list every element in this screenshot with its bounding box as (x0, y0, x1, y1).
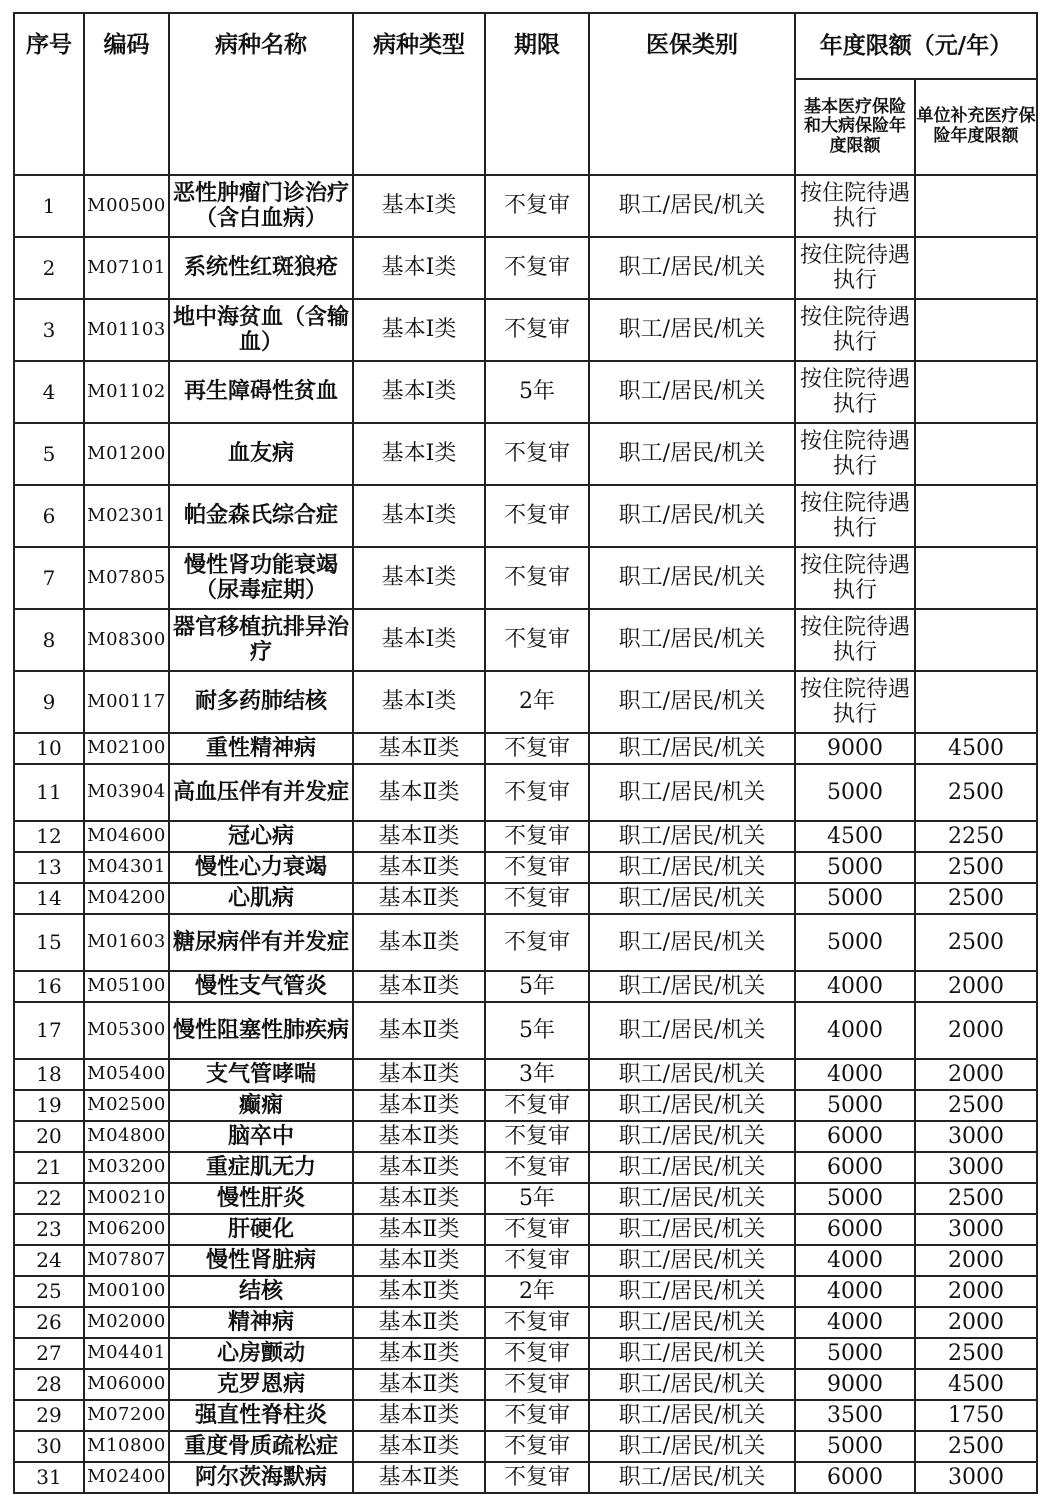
row-limit-unit (915, 547, 1037, 609)
table-row (14, 1152, 1037, 1183)
row-period: 不复审 (485, 1152, 589, 1183)
row-limit-unit: 1750 (915, 1400, 1037, 1431)
table-row (14, 1214, 1037, 1245)
row-limit-basic: 5000 (795, 852, 915, 883)
row-limit-basic: 5000 (795, 1338, 915, 1369)
row-code: M07200 (84, 1400, 169, 1431)
row-seq: 29 (14, 1400, 84, 1431)
row-category: 职工/居民/机关 (589, 485, 795, 547)
row-name: 强直性脊柱炎 (169, 1400, 353, 1431)
row-code: M01103 (84, 299, 169, 361)
row-name: 耐多药肺结核 (169, 671, 353, 733)
row-type: 基本Ⅱ类 (353, 1400, 485, 1431)
row-seq: 2 (14, 237, 84, 299)
row-category: 职工/居民/机关 (589, 1245, 795, 1276)
row-seq: 14 (14, 883, 84, 914)
header-period: 期限 (485, 13, 589, 175)
row-limit-unit (915, 485, 1037, 547)
table-row (14, 299, 1037, 361)
table-row (14, 361, 1037, 423)
row-code: M00100 (84, 1276, 169, 1307)
row-code: M04600 (84, 821, 169, 852)
row-category: 职工/居民/机关 (589, 914, 795, 971)
row-code: M08300 (84, 609, 169, 671)
row-limit-unit: 2000 (915, 1002, 1037, 1059)
row-name: 心肌病 (169, 883, 353, 914)
row-seq: 6 (14, 485, 84, 547)
table-row (14, 1183, 1037, 1214)
row-category: 职工/居民/机关 (589, 1462, 795, 1493)
row-limit-unit: 2250 (915, 821, 1037, 852)
row-code: M10800 (84, 1431, 169, 1462)
row-category: 职工/居民/机关 (589, 175, 795, 237)
row-name: 恶性肿瘤门诊治疗（含白血病） (169, 175, 353, 237)
row-code: M04401 (84, 1338, 169, 1369)
row-seq: 16 (14, 971, 84, 1002)
row-code: M06200 (84, 1214, 169, 1245)
row-name: 冠心病 (169, 821, 353, 852)
table-row (14, 1059, 1037, 1090)
table-row (14, 1245, 1037, 1276)
row-name: 癫痫 (169, 1090, 353, 1121)
row-limit-unit: 2000 (915, 1276, 1037, 1307)
row-limit-basic: 按住院待遇执行 (795, 175, 915, 237)
row-name: 心房颤动 (169, 1338, 353, 1369)
row-limit-basic: 4000 (795, 971, 915, 1002)
row-type: 基本Ⅱ类 (353, 1121, 485, 1152)
row-category: 职工/居民/机关 (589, 1121, 795, 1152)
header-limit-basic: 基本医疗保险和大病保险年度限额 (795, 79, 915, 175)
row-limit-unit: 2000 (915, 1245, 1037, 1276)
row-limit-basic: 按住院待遇执行 (795, 547, 915, 609)
row-limit-basic: 5000 (795, 883, 915, 914)
row-seq: 27 (14, 1338, 84, 1369)
header-name: 病种名称 (169, 13, 353, 175)
row-period: 不复审 (485, 1431, 589, 1462)
row-limit-unit: 2500 (915, 1431, 1037, 1462)
row-period: 不复审 (485, 547, 589, 609)
table-row (14, 1462, 1037, 1493)
row-limit-basic: 按住院待遇执行 (795, 485, 915, 547)
row-seq: 22 (14, 1183, 84, 1214)
row-period: 不复审 (485, 485, 589, 547)
row-period: 不复审 (485, 1462, 589, 1493)
row-period: 5年 (485, 1183, 589, 1214)
row-code: M07101 (84, 237, 169, 299)
row-limit-basic: 6000 (795, 1121, 915, 1152)
row-type: 基本Ⅱ类 (353, 883, 485, 914)
row-limit-basic: 9000 (795, 733, 915, 764)
row-seq: 25 (14, 1276, 84, 1307)
row-name: 帕金森氏综合症 (169, 485, 353, 547)
row-period: 不复审 (485, 764, 589, 821)
table-row (14, 1121, 1037, 1152)
row-limit-basic: 按住院待遇执行 (795, 237, 915, 299)
row-type: 基本Ⅰ类 (353, 361, 485, 423)
row-seq: 31 (14, 1462, 84, 1493)
row-name: 慢性心力衰竭 (169, 852, 353, 883)
row-category: 职工/居民/机关 (589, 671, 795, 733)
row-limit-unit (915, 671, 1037, 733)
row-code: M02301 (84, 485, 169, 547)
row-code: M03200 (84, 1152, 169, 1183)
row-limit-basic: 9000 (795, 1369, 915, 1400)
row-type: 基本Ⅱ类 (353, 1245, 485, 1276)
row-type: 基本Ⅱ类 (353, 1152, 485, 1183)
table-row (14, 1090, 1037, 1121)
row-type: 基本Ⅰ类 (353, 299, 485, 361)
table-row (14, 1369, 1037, 1400)
row-seq: 3 (14, 299, 84, 361)
row-limit-unit: 3000 (915, 1214, 1037, 1245)
row-name: 血友病 (169, 423, 353, 485)
row-category: 职工/居民/机关 (589, 1002, 795, 1059)
row-category: 职工/居民/机关 (589, 1400, 795, 1431)
table-row (14, 883, 1037, 914)
row-name: 慢性肾脏病 (169, 1245, 353, 1276)
row-limit-unit: 3000 (915, 1152, 1037, 1183)
row-seq: 5 (14, 423, 84, 485)
row-code: M02500 (84, 1090, 169, 1121)
table-row (14, 1431, 1037, 1462)
row-period: 2年 (485, 1276, 589, 1307)
row-limit-basic: 6000 (795, 1214, 915, 1245)
row-seq: 26 (14, 1307, 84, 1338)
row-limit-basic: 按住院待遇执行 (795, 423, 915, 485)
row-limit-unit (915, 175, 1037, 237)
row-seq: 4 (14, 361, 84, 423)
row-limit-basic: 5000 (795, 1183, 915, 1214)
row-limit-basic: 按住院待遇执行 (795, 671, 915, 733)
table-row (14, 547, 1037, 609)
row-category: 职工/居民/机关 (589, 1369, 795, 1400)
row-limit-unit: 3000 (915, 1462, 1037, 1493)
row-code: M02100 (84, 733, 169, 764)
row-period: 2年 (485, 671, 589, 733)
row-seq: 7 (14, 547, 84, 609)
row-limit-unit: 4500 (915, 1369, 1037, 1400)
row-name: 重性精神病 (169, 733, 353, 764)
row-period: 5年 (485, 971, 589, 1002)
row-period: 不复审 (485, 175, 589, 237)
row-category: 职工/居民/机关 (589, 733, 795, 764)
row-category: 职工/居民/机关 (589, 821, 795, 852)
disease-table (13, 12, 1038, 1494)
row-seq: 15 (14, 914, 84, 971)
header-limit-group: 年度限额（元/年） (795, 13, 1037, 79)
row-limit-unit: 2500 (915, 914, 1037, 971)
row-limit-basic: 按住院待遇执行 (795, 299, 915, 361)
table-row (14, 671, 1037, 733)
table-row (14, 1276, 1037, 1307)
row-name: 克罗恩病 (169, 1369, 353, 1400)
row-limit-unit (915, 299, 1037, 361)
row-code: M03904 (84, 764, 169, 821)
row-type: 基本Ⅱ类 (353, 1338, 485, 1369)
row-category: 职工/居民/机关 (589, 1183, 795, 1214)
row-limit-basic: 4000 (795, 1002, 915, 1059)
row-name: 精神病 (169, 1307, 353, 1338)
row-code: M01102 (84, 361, 169, 423)
row-limit-unit (915, 423, 1037, 485)
row-type: 基本Ⅱ类 (353, 733, 485, 764)
row-category: 职工/居民/机关 (589, 764, 795, 821)
row-limit-unit: 2500 (915, 764, 1037, 821)
row-period: 不复审 (485, 423, 589, 485)
row-category: 职工/居民/机关 (589, 423, 795, 485)
row-period: 不复审 (485, 914, 589, 971)
row-type: 基本Ⅱ类 (353, 852, 485, 883)
row-seq: 12 (14, 821, 84, 852)
row-type: 基本Ⅰ类 (353, 671, 485, 733)
row-name: 高血压伴有并发症 (169, 764, 353, 821)
table-row (14, 609, 1037, 671)
row-limit-basic: 按住院待遇执行 (795, 609, 915, 671)
row-period: 5年 (485, 361, 589, 423)
row-period: 不复审 (485, 1400, 589, 1431)
row-category: 职工/居民/机关 (589, 1307, 795, 1338)
row-name: 慢性支气管炎 (169, 971, 353, 1002)
row-limit-unit: 3000 (915, 1121, 1037, 1152)
row-period: 不复审 (485, 821, 589, 852)
row-seq: 8 (14, 609, 84, 671)
row-period: 不复审 (485, 1369, 589, 1400)
row-limit-unit: 2500 (915, 883, 1037, 914)
row-period: 不复审 (485, 1090, 589, 1121)
row-name: 糖尿病伴有并发症 (169, 914, 353, 971)
row-limit-basic: 3500 (795, 1400, 915, 1431)
row-name: 系统性红斑狼疮 (169, 237, 353, 299)
row-limit-unit: 2500 (915, 1183, 1037, 1214)
row-seq: 21 (14, 1152, 84, 1183)
header-code: 编码 (84, 13, 169, 175)
row-code: M01200 (84, 423, 169, 485)
row-limit-basic: 5000 (795, 914, 915, 971)
row-type: 基本Ⅱ类 (353, 1214, 485, 1245)
row-limit-basic: 4000 (795, 1245, 915, 1276)
row-name: 结核 (169, 1276, 353, 1307)
row-seq: 11 (14, 764, 84, 821)
row-code: M07807 (84, 1245, 169, 1276)
row-name: 慢性肝炎 (169, 1183, 353, 1214)
row-limit-basic: 按住院待遇执行 (795, 361, 915, 423)
header-seq: 序号 (14, 13, 84, 175)
row-type: 基本Ⅱ类 (353, 1059, 485, 1090)
row-period: 不复审 (485, 299, 589, 361)
row-seq: 18 (14, 1059, 84, 1090)
row-code: M05100 (84, 971, 169, 1002)
row-seq: 1 (14, 175, 84, 237)
row-name: 阿尔茨海默病 (169, 1462, 353, 1493)
row-limit-unit: 2000 (915, 1307, 1037, 1338)
table-header (14, 13, 1037, 175)
row-category: 职工/居民/机关 (589, 1214, 795, 1245)
row-period: 不复审 (485, 1307, 589, 1338)
row-seq: 13 (14, 852, 84, 883)
row-period: 不复审 (485, 237, 589, 299)
row-type: 基本Ⅰ类 (353, 547, 485, 609)
row-category: 职工/居民/机关 (589, 237, 795, 299)
table-row (14, 175, 1037, 237)
row-category: 职工/居民/机关 (589, 1152, 795, 1183)
row-limit-unit: 2500 (915, 1090, 1037, 1121)
row-seq: 30 (14, 1431, 84, 1462)
table-row (14, 423, 1037, 485)
row-code: M00500 (84, 175, 169, 237)
row-code: M05400 (84, 1059, 169, 1090)
table-row (14, 764, 1037, 821)
table-row (14, 485, 1037, 547)
row-type: 基本Ⅰ类 (353, 485, 485, 547)
row-category: 职工/居民/机关 (589, 361, 795, 423)
row-limit-unit: 4500 (915, 733, 1037, 764)
row-type: 基本Ⅱ类 (353, 1276, 485, 1307)
row-category: 职工/居民/机关 (589, 1276, 795, 1307)
row-seq: 10 (14, 733, 84, 764)
table-row (14, 237, 1037, 299)
row-seq: 9 (14, 671, 84, 733)
row-seq: 28 (14, 1369, 84, 1400)
row-type: 基本Ⅱ类 (353, 1090, 485, 1121)
row-category: 职工/居民/机关 (589, 852, 795, 883)
row-category: 职工/居民/机关 (589, 299, 795, 361)
row-name: 支气管哮喘 (169, 1059, 353, 1090)
row-limit-unit: 2000 (915, 1059, 1037, 1090)
table-row (14, 852, 1037, 883)
row-period: 不复审 (485, 609, 589, 671)
row-type: 基本Ⅱ类 (353, 914, 485, 971)
row-period: 3年 (485, 1059, 589, 1090)
row-limit-basic: 4000 (795, 1307, 915, 1338)
row-category: 职工/居民/机关 (589, 1090, 795, 1121)
row-code: M01603 (84, 914, 169, 971)
row-name: 地中海贫血（含输血） (169, 299, 353, 361)
row-code: M04800 (84, 1121, 169, 1152)
row-type: 基本Ⅰ类 (353, 237, 485, 299)
row-category: 职工/居民/机关 (589, 609, 795, 671)
row-limit-basic: 6000 (795, 1152, 915, 1183)
row-seq: 24 (14, 1245, 84, 1276)
row-category: 职工/居民/机关 (589, 883, 795, 914)
row-type: 基本Ⅱ类 (353, 1002, 485, 1059)
row-period: 不复审 (485, 883, 589, 914)
row-type: 基本Ⅱ类 (353, 1462, 485, 1493)
row-type: 基本Ⅱ类 (353, 764, 485, 821)
row-category: 职工/居民/机关 (589, 1338, 795, 1369)
row-category: 职工/居民/机关 (589, 971, 795, 1002)
row-limit-unit (915, 237, 1037, 299)
row-category: 职工/居民/机关 (589, 547, 795, 609)
row-name: 重度骨质疏松症 (169, 1431, 353, 1462)
row-limit-basic: 4500 (795, 821, 915, 852)
row-name: 重症肌无力 (169, 1152, 353, 1183)
row-seq: 23 (14, 1214, 84, 1245)
row-name: 慢性阻塞性肺疾病 (169, 1002, 353, 1059)
row-seq: 17 (14, 1002, 84, 1059)
row-period: 不复审 (485, 1214, 589, 1245)
row-name: 再生障碍性贫血 (169, 361, 353, 423)
row-period: 不复审 (485, 1245, 589, 1276)
table-row (14, 914, 1037, 971)
table-row (14, 733, 1037, 764)
row-code: M04200 (84, 883, 169, 914)
header-category: 医保类别 (589, 13, 795, 175)
row-code: M02400 (84, 1462, 169, 1493)
row-limit-basic: 5000 (795, 1431, 915, 1462)
row-limit-basic: 5000 (795, 764, 915, 821)
row-period: 5年 (485, 1002, 589, 1059)
row-name: 肝硬化 (169, 1214, 353, 1245)
row-code: M06000 (84, 1369, 169, 1400)
table-row (14, 1002, 1037, 1059)
row-type: 基本Ⅱ类 (353, 821, 485, 852)
row-code: M07805 (84, 547, 169, 609)
header-type: 病种类型 (353, 13, 485, 175)
row-category: 职工/居民/机关 (589, 1431, 795, 1462)
row-type: 基本Ⅰ类 (353, 423, 485, 485)
row-type: 基本Ⅱ类 (353, 1307, 485, 1338)
row-type: 基本Ⅰ类 (353, 609, 485, 671)
table-row (14, 1307, 1037, 1338)
row-code: M00210 (84, 1183, 169, 1214)
row-type: 基本Ⅰ类 (353, 175, 485, 237)
row-limit-unit (915, 609, 1037, 671)
row-period: 不复审 (485, 733, 589, 764)
row-code: M04301 (84, 852, 169, 883)
row-period: 不复审 (485, 1121, 589, 1152)
row-code: M00117 (84, 671, 169, 733)
row-limit-unit (915, 361, 1037, 423)
table-row (14, 1400, 1037, 1431)
row-limit-unit: 2500 (915, 1338, 1037, 1369)
row-code: M05300 (84, 1002, 169, 1059)
row-limit-basic: 5000 (795, 1090, 915, 1121)
row-name: 脑卒中 (169, 1121, 353, 1152)
row-name: 器官移植抗排异治疗 (169, 609, 353, 671)
row-code: M02000 (84, 1307, 169, 1338)
row-type: 基本Ⅱ类 (353, 1431, 485, 1462)
table-row (14, 971, 1037, 1002)
row-period: 不复审 (485, 852, 589, 883)
row-name: 慢性肾功能衰竭（尿毒症期） (169, 547, 353, 609)
header-limit-unit: 单位补充医疗保险年度限额 (915, 79, 1037, 175)
row-limit-basic: 4000 (795, 1059, 915, 1090)
table-row (14, 1338, 1037, 1369)
row-type: 基本Ⅱ类 (353, 971, 485, 1002)
row-limit-basic: 4000 (795, 1276, 915, 1307)
row-limit-unit: 2000 (915, 971, 1037, 1002)
row-seq: 20 (14, 1121, 84, 1152)
row-type: 基本Ⅱ类 (353, 1369, 485, 1400)
table-row (14, 821, 1037, 852)
row-limit-unit: 2500 (915, 852, 1037, 883)
row-category: 职工/居民/机关 (589, 1059, 795, 1090)
row-limit-basic: 6000 (795, 1462, 915, 1493)
row-period: 不复审 (485, 1338, 589, 1369)
row-seq: 19 (14, 1090, 84, 1121)
table-body (14, 175, 1037, 1493)
row-type: 基本Ⅱ类 (353, 1183, 485, 1214)
